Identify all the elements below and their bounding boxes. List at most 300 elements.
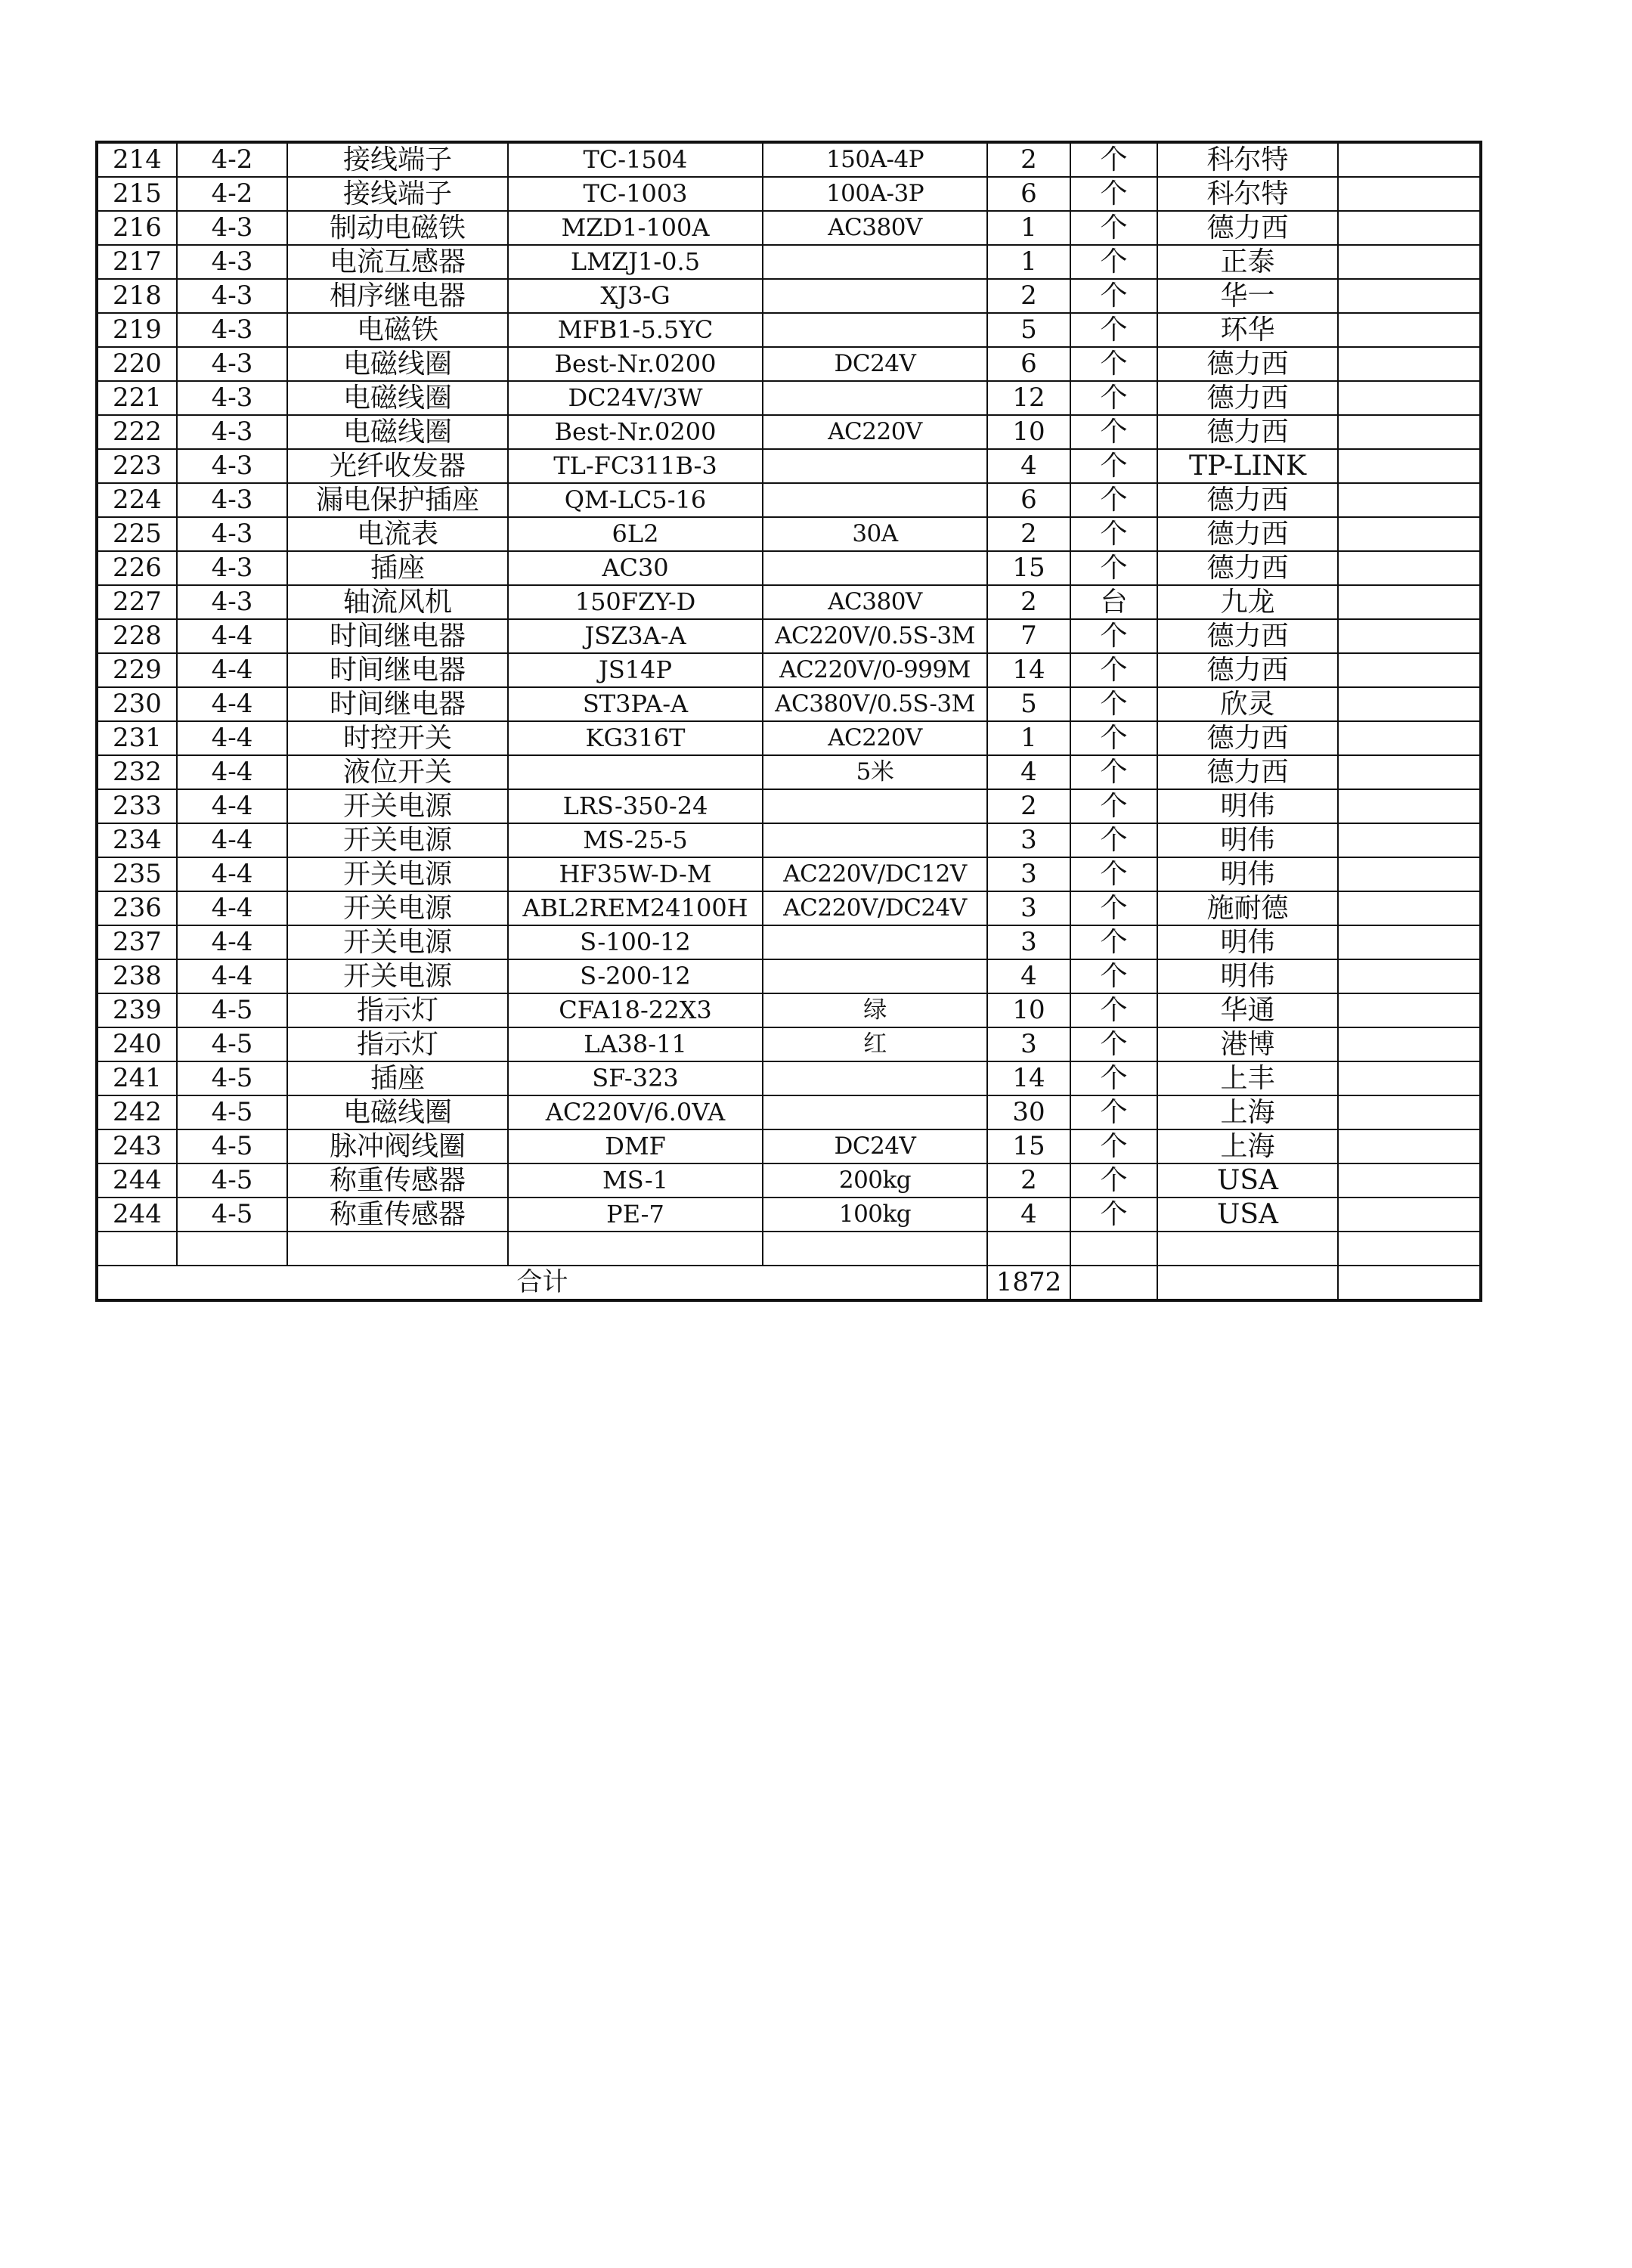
table-row xyxy=(97,1232,1481,1266)
cell-remark xyxy=(1338,1198,1481,1232)
cell-unit: 个 xyxy=(1070,755,1157,789)
cell-group: 4-3 xyxy=(177,381,287,415)
cell-spec: 5米 xyxy=(763,755,987,789)
cell-name: 时间继电器 xyxy=(287,687,508,721)
cell-qty: 15 xyxy=(987,1129,1070,1163)
table-row xyxy=(97,823,1481,857)
cell-group: 4-3 xyxy=(177,313,287,347)
cell-spec: DC24V xyxy=(763,347,987,381)
cell-model: PE-7 xyxy=(508,1198,763,1232)
table-row xyxy=(97,1163,1481,1198)
cell-qty: 5 xyxy=(987,313,1070,347)
cell-name: 时间继电器 xyxy=(287,653,508,687)
cell-qty: 2 xyxy=(987,517,1070,551)
cell-remark xyxy=(1338,1061,1481,1095)
cell-model xyxy=(508,1232,763,1266)
cell-no: 226 xyxy=(97,551,177,585)
table-row xyxy=(97,1027,1481,1061)
cell-remark xyxy=(1338,823,1481,857)
table-row xyxy=(97,483,1481,517)
cell-group: 4-5 xyxy=(177,1163,287,1198)
cell-group: 4-3 xyxy=(177,517,287,551)
cell-group: 4-4 xyxy=(177,789,287,823)
cell-spec: 红 xyxy=(763,1027,987,1061)
cell-unit: 个 xyxy=(1070,313,1157,347)
cell-model: XJ3-G xyxy=(508,279,763,313)
cell-brand: 环华 xyxy=(1157,313,1338,347)
cell-spec: AC380V xyxy=(763,585,987,619)
cell-no: 227 xyxy=(97,585,177,619)
cell-qty: 1 xyxy=(987,721,1070,755)
cell-brand: 明伟 xyxy=(1157,959,1338,993)
cell-spec: 150A-4P xyxy=(763,142,987,177)
cell-name: 插座 xyxy=(287,1061,508,1095)
cell-remark xyxy=(1338,585,1481,619)
table-row xyxy=(97,857,1481,891)
table-row xyxy=(97,1129,1481,1163)
cell-group: 4-5 xyxy=(177,1027,287,1061)
total-row xyxy=(97,1266,1481,1300)
cell-unit xyxy=(1070,1232,1157,1266)
table-row xyxy=(97,721,1481,755)
cell-unit: 个 xyxy=(1070,517,1157,551)
cell-spec xyxy=(763,1232,987,1266)
cell-name: 开关电源 xyxy=(287,925,508,959)
cell-model: JSZ3A-A xyxy=(508,619,763,653)
cell-model: 150FZY-D xyxy=(508,585,763,619)
cell-brand: 施耐德 xyxy=(1157,891,1338,925)
cell-remark xyxy=(1338,959,1481,993)
cell-model: ABL2REM24100H xyxy=(508,891,763,925)
cell-unit: 个 xyxy=(1070,687,1157,721)
cell-brand: 德力西 xyxy=(1157,211,1338,245)
cell-group: 4-2 xyxy=(177,177,287,211)
cell-model: MS-25-5 xyxy=(508,823,763,857)
cell-spec xyxy=(763,483,987,517)
cell-unit: 个 xyxy=(1070,959,1157,993)
cell-name: 开关电源 xyxy=(287,789,508,823)
cell-qty: 3 xyxy=(987,925,1070,959)
cell-model: HF35W-D-M xyxy=(508,857,763,891)
cell-remark xyxy=(1338,517,1481,551)
cell-remark xyxy=(1338,347,1481,381)
cell-brand: 华一 xyxy=(1157,279,1338,313)
cell-brand xyxy=(1157,1232,1338,1266)
cell-unit: 个 xyxy=(1070,619,1157,653)
cell-brand: 港博 xyxy=(1157,1027,1338,1061)
cell-brand: 华通 xyxy=(1157,993,1338,1027)
cell-name: 电磁线圈 xyxy=(287,415,508,449)
cell-group: 4-2 xyxy=(177,142,287,177)
table-row xyxy=(97,891,1481,925)
cell-unit: 个 xyxy=(1070,142,1157,177)
cell-remark xyxy=(1338,551,1481,585)
cell-spec xyxy=(763,823,987,857)
cell-no: 215 xyxy=(97,177,177,211)
cell-brand: 德力西 xyxy=(1157,347,1338,381)
cell-qty: 2 xyxy=(987,142,1070,177)
cell-unit: 个 xyxy=(1070,857,1157,891)
cell-brand: USA xyxy=(1157,1198,1338,1232)
cell-brand: 德力西 xyxy=(1157,517,1338,551)
cell-brand: 德力西 xyxy=(1157,483,1338,517)
cell-name: 相序继电器 xyxy=(287,279,508,313)
cell-spec xyxy=(763,959,987,993)
inventory-table xyxy=(95,141,1482,1302)
cell-remark xyxy=(1338,177,1481,211)
cell-unit: 个 xyxy=(1070,211,1157,245)
cell-group: 4-4 xyxy=(177,857,287,891)
table-row xyxy=(97,517,1481,551)
cell-unit: 个 xyxy=(1070,551,1157,585)
cell-unit: 个 xyxy=(1070,721,1157,755)
cell-no: 228 xyxy=(97,619,177,653)
cell-remark xyxy=(1338,653,1481,687)
cell-no: 221 xyxy=(97,381,177,415)
cell-remark xyxy=(1338,993,1481,1027)
cell-name: 指示灯 xyxy=(287,1027,508,1061)
cell-unit: 个 xyxy=(1070,925,1157,959)
cell-qty: 4 xyxy=(987,1198,1070,1232)
cell-unit: 个 xyxy=(1070,245,1157,279)
cell-model xyxy=(508,755,763,789)
cell-brand: 明伟 xyxy=(1157,857,1338,891)
cell-spec: 200kg xyxy=(763,1163,987,1198)
cell-qty: 7 xyxy=(987,619,1070,653)
cell-spec: AC220V/0.5S-3M xyxy=(763,619,987,653)
cell-unit: 个 xyxy=(1070,823,1157,857)
cell-no: 217 xyxy=(97,245,177,279)
cell-no: 244 xyxy=(97,1163,177,1198)
cell-remark xyxy=(1338,721,1481,755)
cell-remark xyxy=(1338,755,1481,789)
cell-name: 开关电源 xyxy=(287,857,508,891)
cell-qty: 6 xyxy=(987,483,1070,517)
cell-no: 230 xyxy=(97,687,177,721)
cell-unit: 个 xyxy=(1070,1163,1157,1198)
cell-no: 225 xyxy=(97,517,177,551)
table-row xyxy=(97,1198,1481,1232)
cell-no: 242 xyxy=(97,1095,177,1129)
table-row xyxy=(97,993,1481,1027)
table-row xyxy=(97,959,1481,993)
cell-group: 4-3 xyxy=(177,585,287,619)
cell-brand: 明伟 xyxy=(1157,789,1338,823)
cell-unit: 个 xyxy=(1070,1198,1157,1232)
cell-no: 244 xyxy=(97,1198,177,1232)
cell-no: 216 xyxy=(97,211,177,245)
cell-remark xyxy=(1338,211,1481,245)
cell-spec: 绿 xyxy=(763,993,987,1027)
cell-model: LRS-350-24 xyxy=(508,789,763,823)
cell-model: TL-FC311B-3 xyxy=(508,449,763,483)
cell-name: 漏电保护插座 xyxy=(287,483,508,517)
cell-no: 243 xyxy=(97,1129,177,1163)
cell-model: AC30 xyxy=(508,551,763,585)
cell-qty: 3 xyxy=(987,823,1070,857)
cell-remark xyxy=(1338,279,1481,313)
cell-brand: 德力西 xyxy=(1157,381,1338,415)
total-unit xyxy=(1070,1266,1157,1300)
cell-remark xyxy=(1338,483,1481,517)
cell-qty: 1 xyxy=(987,245,1070,279)
table-row xyxy=(97,313,1481,347)
table-row xyxy=(97,1095,1481,1129)
cell-remark xyxy=(1338,1129,1481,1163)
table-body xyxy=(97,142,1481,1300)
cell-name xyxy=(287,1232,508,1266)
table-row xyxy=(97,653,1481,687)
table-row xyxy=(97,245,1481,279)
cell-unit: 个 xyxy=(1070,347,1157,381)
cell-name: 时控开关 xyxy=(287,721,508,755)
cell-spec: AC220V/DC12V xyxy=(763,857,987,891)
cell-qty: 4 xyxy=(987,755,1070,789)
cell-model: KG316T xyxy=(508,721,763,755)
cell-qty: 3 xyxy=(987,1027,1070,1061)
table-row xyxy=(97,449,1481,483)
cell-spec xyxy=(763,1095,987,1129)
cell-name: 光纤收发器 xyxy=(287,449,508,483)
cell-spec: AC220V/0-999M xyxy=(763,653,987,687)
cell-unit: 个 xyxy=(1070,483,1157,517)
cell-brand: 德力西 xyxy=(1157,755,1338,789)
cell-spec: AC220V xyxy=(763,415,987,449)
cell-name: 电磁铁 xyxy=(287,313,508,347)
cell-name: 指示灯 xyxy=(287,993,508,1027)
cell-qty xyxy=(987,1232,1070,1266)
cell-brand: 科尔特 xyxy=(1157,142,1338,177)
cell-brand: 上丰 xyxy=(1157,1061,1338,1095)
table-row xyxy=(97,925,1481,959)
cell-name: 称重传感器 xyxy=(287,1163,508,1198)
cell-qty: 12 xyxy=(987,381,1070,415)
table-row xyxy=(97,415,1481,449)
table-row xyxy=(97,687,1481,721)
cell-model: QM-LC5-16 xyxy=(508,483,763,517)
cell-no: 240 xyxy=(97,1027,177,1061)
cell-name: 轴流风机 xyxy=(287,585,508,619)
cell-name: 电磁线圈 xyxy=(287,1095,508,1129)
cell-model: S-200-12 xyxy=(508,959,763,993)
cell-qty: 1 xyxy=(987,211,1070,245)
cell-no xyxy=(97,1232,177,1266)
cell-no: 231 xyxy=(97,721,177,755)
cell-no: 219 xyxy=(97,313,177,347)
cell-spec: AC380V/0.5S-3M xyxy=(763,687,987,721)
cell-model: DC24V/3W xyxy=(508,381,763,415)
cell-model: JS14P xyxy=(508,653,763,687)
cell-name: 称重传感器 xyxy=(287,1198,508,1232)
cell-model: MZD1-100A xyxy=(508,211,763,245)
cell-model: DMF xyxy=(508,1129,763,1163)
table-row xyxy=(97,619,1481,653)
cell-unit: 台 xyxy=(1070,585,1157,619)
table-row xyxy=(97,585,1481,619)
cell-qty: 10 xyxy=(987,415,1070,449)
cell-no: 238 xyxy=(97,959,177,993)
cell-no: 218 xyxy=(97,279,177,313)
cell-group: 4-3 xyxy=(177,245,287,279)
cell-no: 234 xyxy=(97,823,177,857)
cell-qty: 2 xyxy=(987,1163,1070,1198)
cell-group xyxy=(177,1232,287,1266)
cell-unit: 个 xyxy=(1070,891,1157,925)
cell-unit: 个 xyxy=(1070,1095,1157,1129)
cell-qty: 6 xyxy=(987,347,1070,381)
cell-no: 237 xyxy=(97,925,177,959)
cell-name: 时间继电器 xyxy=(287,619,508,653)
cell-no: 222 xyxy=(97,415,177,449)
cell-name: 脉冲阀线圈 xyxy=(287,1129,508,1163)
cell-brand: 上海 xyxy=(1157,1095,1338,1129)
cell-unit: 个 xyxy=(1070,1061,1157,1095)
cell-brand: 德力西 xyxy=(1157,619,1338,653)
cell-qty: 4 xyxy=(987,959,1070,993)
cell-spec: 30A xyxy=(763,517,987,551)
cell-group: 4-3 xyxy=(177,415,287,449)
cell-unit: 个 xyxy=(1070,279,1157,313)
table-row xyxy=(97,142,1481,177)
cell-group: 4-4 xyxy=(177,687,287,721)
cell-remark xyxy=(1338,857,1481,891)
cell-spec xyxy=(763,1061,987,1095)
cell-model: SF-323 xyxy=(508,1061,763,1095)
cell-remark xyxy=(1338,1095,1481,1129)
cell-brand: 明伟 xyxy=(1157,823,1338,857)
cell-qty: 2 xyxy=(987,279,1070,313)
cell-name: 液位开关 xyxy=(287,755,508,789)
cell-remark xyxy=(1338,313,1481,347)
cell-group: 4-4 xyxy=(177,823,287,857)
total-brand xyxy=(1157,1266,1338,1300)
cell-model: LMZJ1-0.5 xyxy=(508,245,763,279)
cell-name: 接线端子 xyxy=(287,177,508,211)
cell-name: 电磁线圈 xyxy=(287,381,508,415)
cell-spec xyxy=(763,245,987,279)
cell-model: Best-Nr.0200 xyxy=(508,347,763,381)
table-row xyxy=(97,279,1481,313)
cell-group: 4-3 xyxy=(177,449,287,483)
cell-unit: 个 xyxy=(1070,789,1157,823)
cell-qty: 5 xyxy=(987,687,1070,721)
cell-group: 4-3 xyxy=(177,279,287,313)
cell-brand: TP-LINK xyxy=(1157,449,1338,483)
cell-unit: 个 xyxy=(1070,993,1157,1027)
cell-name: 开关电源 xyxy=(287,891,508,925)
cell-spec xyxy=(763,313,987,347)
cell-group: 4-3 xyxy=(177,483,287,517)
cell-no: 220 xyxy=(97,347,177,381)
cell-brand: 正泰 xyxy=(1157,245,1338,279)
cell-no: 229 xyxy=(97,653,177,687)
cell-qty: 3 xyxy=(987,857,1070,891)
cell-qty: 14 xyxy=(987,1061,1070,1095)
cell-no: 224 xyxy=(97,483,177,517)
cell-no: 214 xyxy=(97,142,177,177)
cell-no: 233 xyxy=(97,789,177,823)
cell-name: 开关电源 xyxy=(287,823,508,857)
cell-qty: 6 xyxy=(987,177,1070,211)
cell-model: MFB1-5.5YC xyxy=(508,313,763,347)
cell-name: 电磁线圈 xyxy=(287,347,508,381)
cell-no: 223 xyxy=(97,449,177,483)
cell-name: 开关电源 xyxy=(287,959,508,993)
cell-brand: 德力西 xyxy=(1157,653,1338,687)
table-row xyxy=(97,1061,1481,1095)
cell-no: 239 xyxy=(97,993,177,1027)
cell-unit: 个 xyxy=(1070,653,1157,687)
cell-spec xyxy=(763,279,987,313)
cell-model: Best-Nr.0200 xyxy=(508,415,763,449)
cell-brand: 九龙 xyxy=(1157,585,1338,619)
cell-spec xyxy=(763,381,987,415)
cell-model: ST3PA-A xyxy=(508,687,763,721)
cell-remark xyxy=(1338,142,1481,177)
cell-brand: 德力西 xyxy=(1157,721,1338,755)
total-label: 合计 xyxy=(97,1266,987,1300)
cell-remark xyxy=(1338,687,1481,721)
cell-name: 电流表 xyxy=(287,517,508,551)
table-row xyxy=(97,177,1481,211)
cell-model: TC-1504 xyxy=(508,142,763,177)
cell-remark xyxy=(1338,449,1481,483)
cell-spec xyxy=(763,551,987,585)
cell-remark xyxy=(1338,1163,1481,1198)
cell-qty: 14 xyxy=(987,653,1070,687)
cell-spec: DC24V xyxy=(763,1129,987,1163)
cell-remark xyxy=(1338,789,1481,823)
cell-group: 4-3 xyxy=(177,551,287,585)
cell-remark xyxy=(1338,1232,1481,1266)
cell-spec: 100A-3P xyxy=(763,177,987,211)
cell-group: 4-5 xyxy=(177,1095,287,1129)
cell-model: 6L2 xyxy=(508,517,763,551)
table-row xyxy=(97,381,1481,415)
cell-name: 接线端子 xyxy=(287,142,508,177)
cell-model: AC220V/6.0VA xyxy=(508,1095,763,1129)
cell-model: TC-1003 xyxy=(508,177,763,211)
cell-group: 4-4 xyxy=(177,619,287,653)
cell-spec xyxy=(763,789,987,823)
cell-group: 4-4 xyxy=(177,925,287,959)
cell-qty: 30 xyxy=(987,1095,1070,1129)
cell-no: 235 xyxy=(97,857,177,891)
cell-model: LA38-11 xyxy=(508,1027,763,1061)
cell-name: 插座 xyxy=(287,551,508,585)
cell-brand: 上海 xyxy=(1157,1129,1338,1163)
cell-unit: 个 xyxy=(1070,449,1157,483)
cell-qty: 15 xyxy=(987,551,1070,585)
table-row xyxy=(97,755,1481,789)
cell-brand: 欣灵 xyxy=(1157,687,1338,721)
cell-unit: 个 xyxy=(1070,381,1157,415)
cell-group: 4-3 xyxy=(177,347,287,381)
cell-group: 4-5 xyxy=(177,1061,287,1095)
cell-brand: 德力西 xyxy=(1157,551,1338,585)
total-remark xyxy=(1338,1266,1481,1300)
cell-group: 4-5 xyxy=(177,993,287,1027)
cell-qty: 4 xyxy=(987,449,1070,483)
cell-remark xyxy=(1338,891,1481,925)
cell-group: 4-4 xyxy=(177,959,287,993)
cell-spec xyxy=(763,925,987,959)
cell-unit: 个 xyxy=(1070,177,1157,211)
cell-no: 241 xyxy=(97,1061,177,1095)
cell-group: 4-3 xyxy=(177,211,287,245)
total-qty: 1872 xyxy=(987,1266,1070,1300)
cell-qty: 10 xyxy=(987,993,1070,1027)
